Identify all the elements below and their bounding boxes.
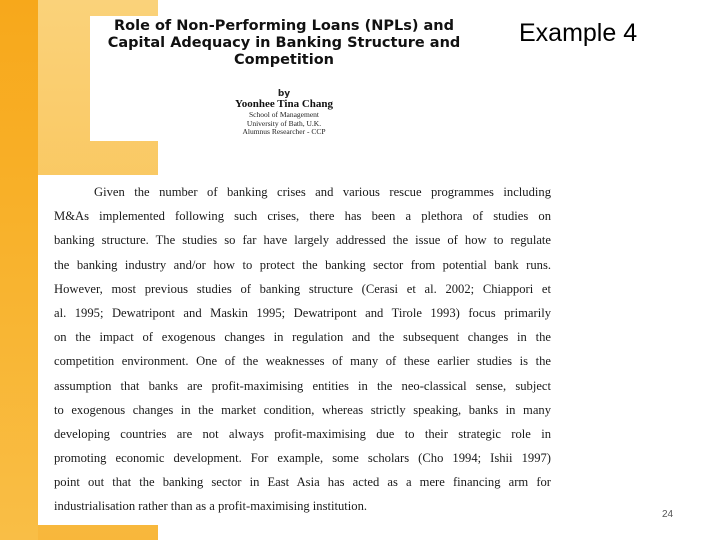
body-line: M&As implemented following such crises, there has been a plethora of studies on	[54, 209, 551, 224]
body-line: competition environment. One of the weaknesses of many of these earlier studies is the	[54, 354, 551, 369]
page-number: 24	[662, 509, 674, 520]
paper-author: Yoonhee Tina Chang	[234, 98, 334, 110]
paper-title-card	[90, 16, 478, 141]
body-line: assumption that banks are profit-maximising entities in the neo-classical sense, subject	[54, 378, 551, 393]
body-line: to exogenous changes in the market condition, whereas strictly speaking, banks in many	[54, 402, 551, 417]
body-line: Given the number of banking crises and various rescue programmes including	[94, 185, 551, 199]
body-line: industrialisation rather than as a profit-maximising institution.	[54, 499, 368, 514]
body-line: al. 1995; Dewatripont and Maskin 1995; Dewatripont and Tirole 1993) focus primarily	[54, 305, 551, 320]
body-line: promoting economic development. For example, some scholars (Cho 1994; Ishii 1997)	[54, 451, 551, 466]
body-line: developing countries are not always profit-maximising due to their strategic role in	[54, 426, 551, 441]
body-paragraph	[54, 180, 551, 519]
body-line: However, most previous studies of banking structure (Cerasi et al. 2002; Chiappori et	[54, 281, 551, 296]
body-line: banking structure. The studies so far have largely addressed the issue of how to regulate	[54, 233, 551, 248]
body-excerpt-card	[38, 175, 566, 525]
orange-side-bar	[0, 0, 38, 540]
body-line: point out that the banking sector in East Asia has acted as a mere financing arm for	[54, 475, 551, 490]
paper-by-line: by	[277, 89, 291, 99]
body-line: on the impact of exogenous changes in regulation and the subsequent changes in the	[54, 330, 551, 345]
paper-affiliation: School of Management University of Bath, U.K. Alumnus Researcher - CCP	[242, 110, 326, 136]
body-line: the banking industry and/or how to protect the banking sector from potential bank runs.	[54, 257, 551, 272]
slide-title: Example 4	[519, 19, 638, 47]
paper-title: Role of Non-Performing Loans (NPLs) and Capital Adequacy in Banking Structure and Competition	[107, 18, 461, 68]
